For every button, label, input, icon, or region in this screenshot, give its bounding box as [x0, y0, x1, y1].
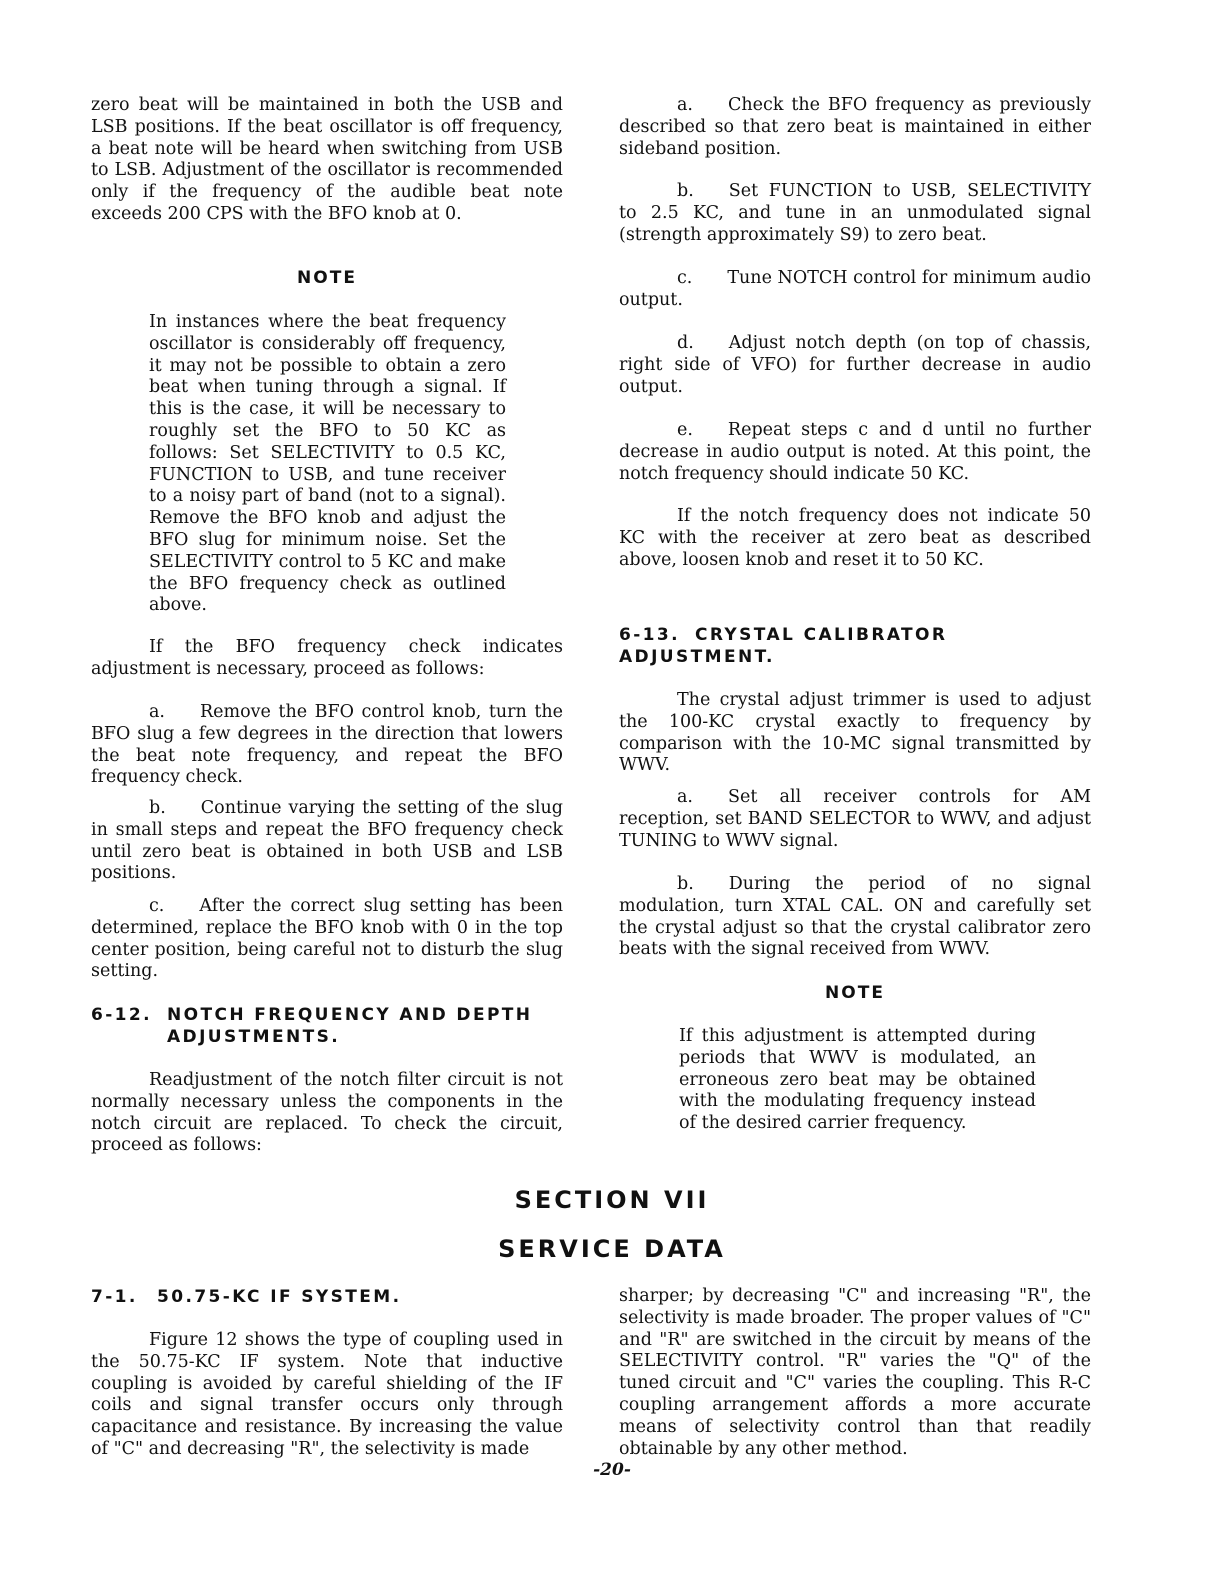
section-7-1-paragraph-cont: sharper; by decreasing "C" and increasing "R", the selectivity is made broader. The proper values of "C" and "R" are switched in the circuit by means of the SELECTIVITY control. "R" varies the "Q" of the tuned circuit and "C" varies the coupling. This R-C coupling arrangement affords a more accurate means of selectivity control than that readily obtainable by any other method. — [619, 1286, 1091, 1459]
left-column — [91, 95, 563, 226]
section-7-1-left — [91, 1330, 563, 1461]
bfo-check-paragraph: If the BFO frequency check indicates adjustment is necessary, proceed as follows: — [91, 637, 563, 679]
bfo-step-c-block — [91, 896, 563, 983]
notch-step-a: a. Check the BFO frequency as previously described so that zero beat is maintained in either sideband position. — [619, 95, 1091, 159]
section-7-1-paragraph: Figure 12 shows the type of coupling used in the 50.75-KC IF system. Note that inductive coupling is avoided by careful shielding of the IF coils and signal transfer occurs only through capacitance and resistance. By increasing the value of "C" and decreasing "R", the selectivity is made — [91, 1330, 563, 1459]
notch-step-c: c. Tune NOTCH control for minimum audio output. — [619, 268, 1091, 310]
bfo-step-b-block — [91, 798, 563, 885]
section-title: SECTION VII — [514, 1186, 710, 1214]
note-heading: NOTE — [297, 268, 357, 288]
note-text: If this adjustment is attempted during periods that WWV is modulated, an erroneous zero beat may be obtained with the modulating frequency instead of the desired carrier frequency. — [679, 1026, 1036, 1134]
notch-step-d-block — [619, 333, 1091, 398]
xtal-step-a-block — [619, 787, 1091, 852]
notch-step-d: d. Adjust notch depth (on top of chassis, right side of VFO) for further decrease in audio output. — [619, 333, 1091, 397]
notch-step-b: b. Set FUNCTION to USB, SELECTIVITY to 2.5 KC, and tune in an unmodulated signal (strength approximately S9) to zero beat. — [619, 181, 1091, 245]
section-6-13-paragraph: The crystal adjust trimmer is used to adjust the 100-KC crystal exactly to frequency by comparison with the 10-MC signal transmitted by WWV. — [619, 690, 1091, 776]
note-1 — [91, 268, 563, 290]
notch-step-e: e. Repeat steps c and d until no further decrease in audio output is noted. At this point, the notch frequency should indicate 50 KC. — [619, 420, 1091, 484]
section-title-cont: ADJUSTMENTS. — [167, 1027, 341, 1047]
section-6-12-heading — [91, 1004, 563, 1048]
section-number: 6-13. — [619, 625, 680, 645]
section-7-1-heading — [91, 1286, 563, 1308]
bfo-check-block — [91, 637, 563, 681]
intro-paragraph: zero beat will be maintained in both the USB and LSB positions. If the beat oscillator is off frequency, a beat note will be heard when switching from USB to LSB. Adjustment of the oscillator is recommended only if the frequency of the audible beat note exceeds 200 CPS with the BFO knob at 0. — [91, 95, 563, 224]
bfo-step-a: a. Remove the BFO control knob, turn the BFO slug a few degrees in the direction that lowers the beat note frequency, and repeat the BFO frequency check. — [91, 702, 563, 788]
notch-note-paragraph: If the notch frequency does not indicate 50 KC with the receiver at zero beat as described above, loosen knob and reset it to 50 KC. — [619, 506, 1091, 570]
note-2 — [619, 983, 1091, 1005]
notch-step-b-block — [619, 181, 1091, 246]
section-number: 6-12. — [91, 1005, 152, 1025]
notch-step-c-block — [619, 268, 1091, 312]
notch-step-e-block — [619, 420, 1091, 485]
section-title: 50.75-KC IF SYSTEM. — [157, 1287, 402, 1307]
xtal-step-b: b. During the period of no signal modulation, turn XTAL CAL. ON and carefully set the crystal adjust so that the crystal calibrator zero beats with the signal received from WWV. — [619, 874, 1091, 960]
section-6-12-body — [91, 1070, 563, 1157]
bfo-step-c: c. After the correct slug setting has been determined, replace the BFO knob with 0 in the top center position, being careful not to disturb the slug setting. — [91, 896, 563, 982]
notch-step-a-block — [619, 95, 1091, 160]
section-6-13-heading — [619, 624, 1091, 668]
notch-note-block — [619, 506, 1091, 571]
section-6-13-body — [619, 690, 1091, 777]
note-text: In instances where the beat frequency oscillator is considerably off frequency, it may not be possible to obtain a zero beat when tuning through a signal. If this is the case, it will be necessary to roughly set the BFO to 50 KC as follows: Set SELECTIVITY to 0.5 KC, FUNCTION to USB, and tune receiver to a noisy part of band (not to a signal). Remove the BFO knob and adjust the BFO slug for minimum noise. Set the SELECTIVITY control to 5 KC and make the BFO frequency check as outlined above. — [149, 312, 506, 616]
xtal-step-b-block — [619, 874, 1091, 961]
note-2-body — [679, 1026, 1036, 1135]
section-subtitle: SERVICE DATA — [498, 1235, 726, 1263]
xtal-step-a: a. Set all receiver controls for AM reception, set BAND SELECTOR to WWV, and adjust TUNING to WWV signal. — [619, 787, 1091, 851]
section-6-12-paragraph: Readjustment of the notch filter circuit is not normally necessary unless the components in the notch circuit are replaced. To check the circuit, proceed as follows: — [91, 1070, 563, 1156]
section-title: CRYSTAL CALIBRATOR ADJUSTMENT. — [619, 625, 948, 667]
section-number: 7-1. — [91, 1287, 138, 1307]
note-1-body — [149, 312, 506, 617]
page-number: -20- — [593, 1460, 631, 1480]
section-title: NOTCH FREQUENCY AND DEPTH — [167, 1005, 533, 1025]
bfo-step-a-block — [91, 702, 563, 789]
bfo-step-b: b. Continue varying the setting of the slug in small steps and repeat the BFO frequency check until zero beat is obtained in both USB and LSB positions. — [91, 798, 563, 884]
note-heading: NOTE — [825, 983, 885, 1003]
section-7-1-right — [619, 1286, 1091, 1460]
